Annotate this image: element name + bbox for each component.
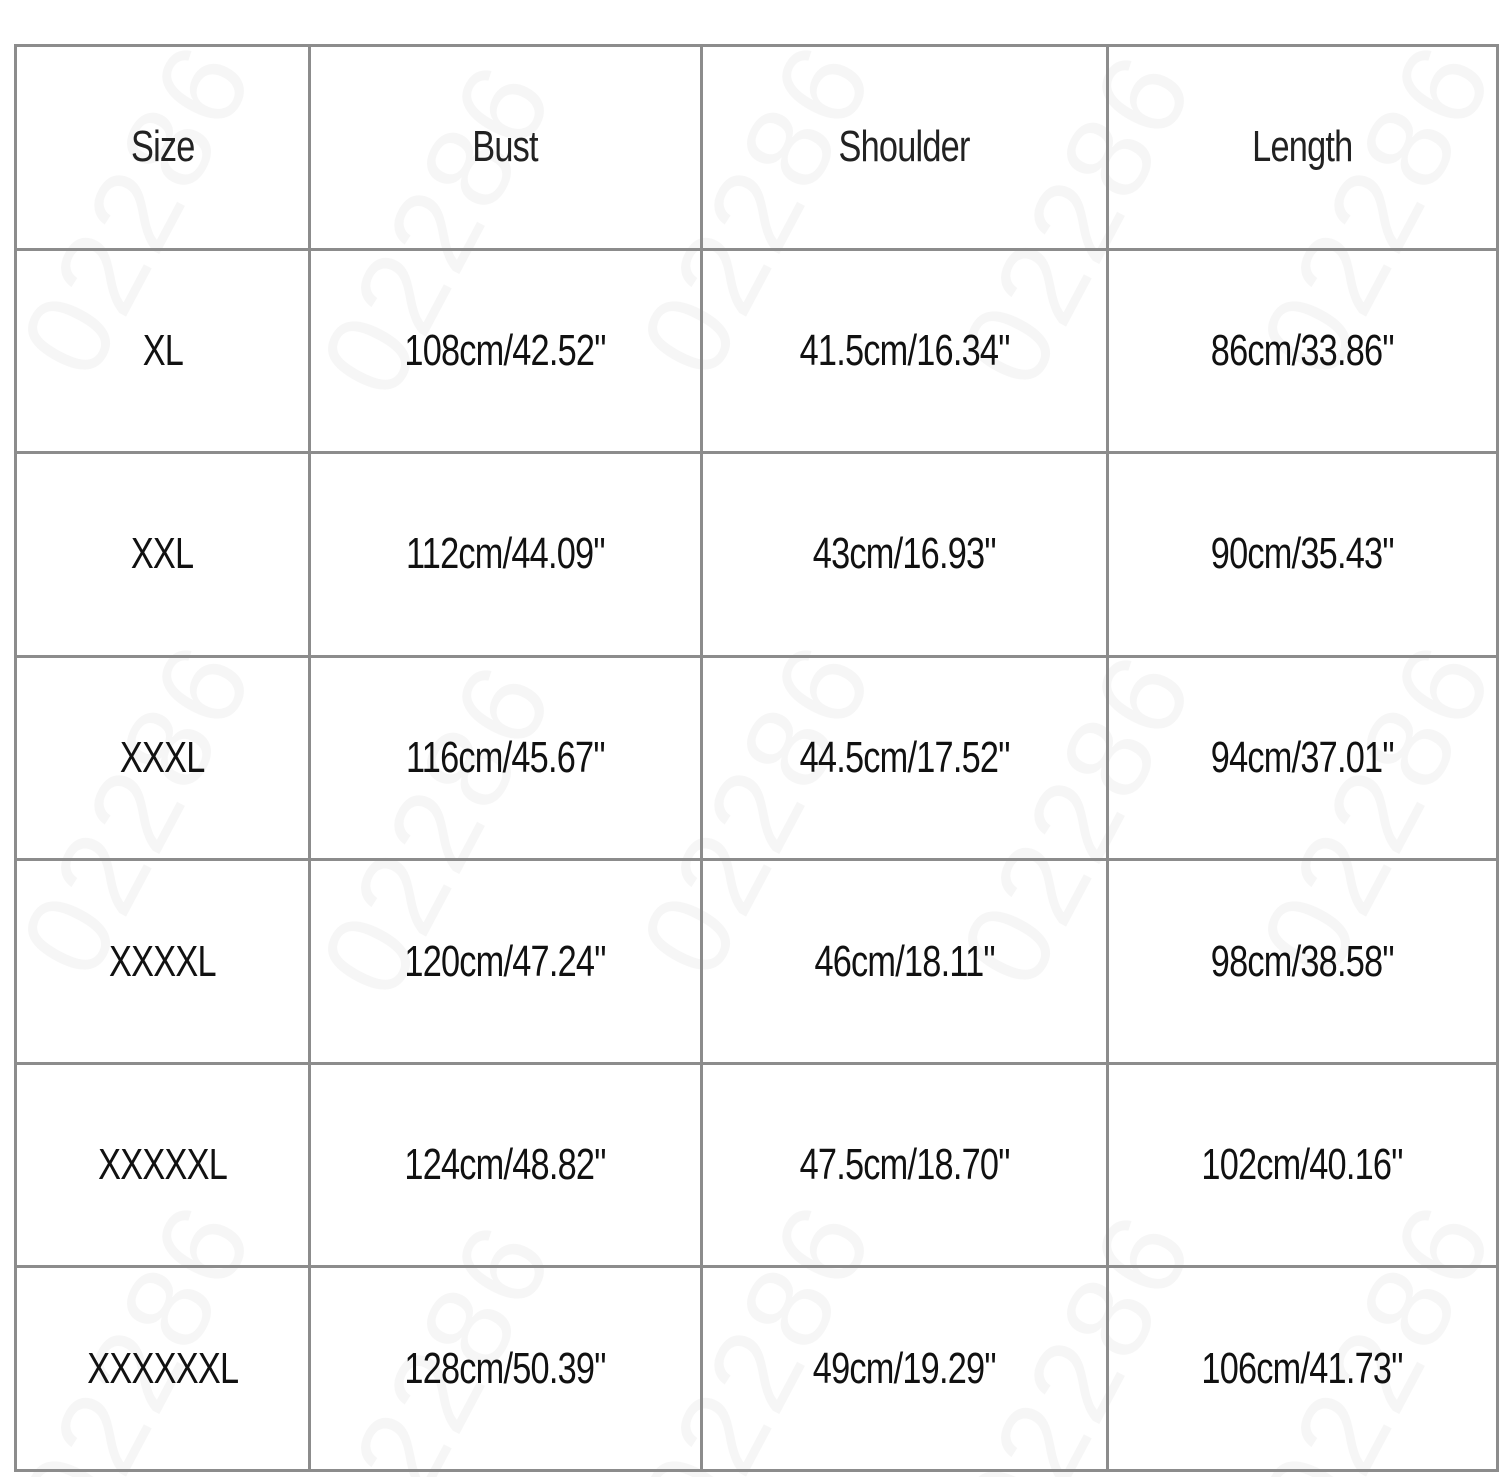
cell-bust: 108cm/42.52" (310, 249, 702, 453)
cell-size: XXL (16, 453, 310, 657)
cell-length: 98cm/38.58" (1108, 860, 1498, 1064)
header-cell-shoulder: Shoulder (702, 46, 1108, 250)
table-row (16, 249, 1498, 453)
cell-size: XXXXXL (16, 1063, 310, 1267)
cell-shoulder: 46cm/18.11" (702, 860, 1108, 1064)
cell-size: XXXL (16, 656, 310, 860)
cell-length: 86cm/33.86" (1108, 249, 1498, 453)
cell-size: XL (16, 249, 310, 453)
cell-length: 102cm/40.16" (1108, 1063, 1498, 1267)
header-row (16, 46, 1498, 250)
cell-shoulder: 41.5cm/16.34" (702, 249, 1108, 453)
table-row (16, 453, 1498, 657)
table-row (16, 1063, 1498, 1267)
table-row (16, 860, 1498, 1064)
cell-shoulder: 47.5cm/18.70" (702, 1063, 1108, 1267)
cell-bust: 128cm/50.39" (310, 1267, 702, 1471)
cell-shoulder: 44.5cm/17.52" (702, 656, 1108, 860)
header-cell-length: Length (1108, 46, 1498, 250)
header-cell-size: Size (16, 46, 310, 250)
size-chart-table (14, 44, 1499, 1472)
cell-bust: 124cm/48.82" (310, 1063, 702, 1267)
cell-size: XXXXXXL (16, 1267, 310, 1471)
cell-length: 94cm/37.01" (1108, 656, 1498, 860)
cell-length: 90cm/35.43" (1108, 453, 1498, 657)
cell-bust: 116cm/45.67" (310, 656, 702, 860)
cell-bust: 120cm/47.24" (310, 860, 702, 1064)
cell-size: XXXXL (16, 860, 310, 1064)
cell-length: 106cm/41.73" (1108, 1267, 1498, 1471)
cell-shoulder: 49cm/19.29" (702, 1267, 1108, 1471)
cell-bust: 112cm/44.09" (310, 453, 702, 657)
cell-shoulder: 43cm/16.93" (702, 453, 1108, 657)
table-row (16, 1267, 1498, 1471)
table-row (16, 656, 1498, 860)
header-cell-bust: Bust (310, 46, 702, 250)
